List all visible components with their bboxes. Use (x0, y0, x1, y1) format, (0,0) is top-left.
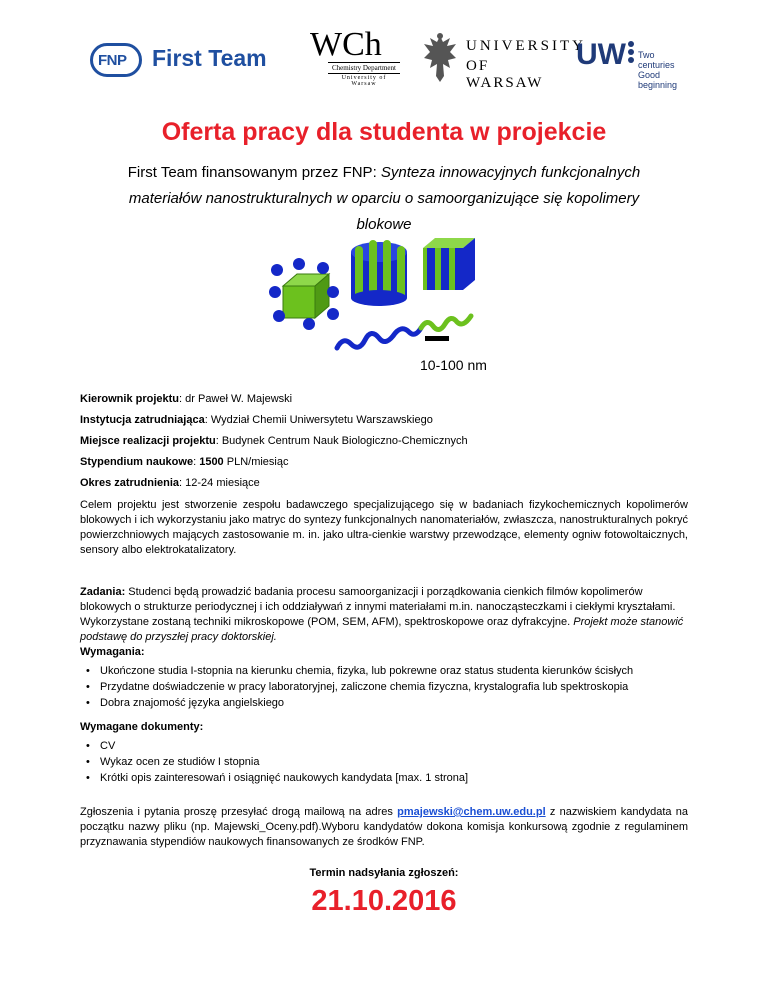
requirements-list (80, 663, 690, 711)
tasks-italic: Projekt może stanowić podstawę do przyszłej pracy doktorskiej. (80, 616, 684, 643)
cube-with-nanoparticles (269, 258, 339, 330)
documents-section (80, 720, 690, 786)
info-label-institution: Instytucja zatrudniająca (80, 414, 205, 426)
info-value-period: : 12-24 miesiące (179, 477, 260, 489)
uw-tagline (638, 50, 690, 90)
cylinder-array (351, 240, 407, 306)
info-label-location: Miejsce realizacji projektu (80, 435, 216, 447)
wch-univ-text: University of Warsaw (341, 75, 387, 87)
uw-short-logo (576, 28, 690, 90)
copolymer-chain-green (421, 316, 471, 330)
tasks-section (80, 585, 690, 711)
info-value-stipend-unit: PLN/miesiąc (223, 456, 289, 468)
scale-bar (425, 336, 449, 341)
copolymer-chain-blue (337, 328, 421, 348)
email-link[interactable]: pmajewski@chem.uw.edu.pl (397, 806, 546, 818)
info-label-stipend: Stypendium naukowe (80, 456, 194, 468)
fnp-badge-text: FNP (98, 52, 127, 69)
project-info (80, 389, 690, 494)
deadline-date: 21.10.2016 (311, 885, 457, 917)
info-row-manager (80, 389, 690, 410)
subtitle (100, 160, 668, 238)
fnp-logo (80, 28, 290, 90)
scale-label: 10-100 nm (420, 357, 487, 373)
documents-list (80, 738, 690, 786)
document-item: • CV (100, 738, 690, 754)
university-of-warsaw-logo (420, 28, 586, 91)
fnp-first-team-text: First Team (152, 45, 267, 71)
uw-dots-icon (626, 40, 636, 70)
application-text-after: z nazwiskiem kandydata na początku nazwy pliku (np. Majewski_Oceny.pdf).Wyboru kandydatów dokona komisja konkursową zgodnie z regulaminem przyznawania stypendiów naukowych finansowanych ze środków FNP. (80, 806, 689, 848)
fnp-badge (90, 43, 142, 77)
deadline-label: Termin nadsyłania zgłoszeń: (309, 867, 459, 879)
info-row-institution (80, 410, 690, 431)
tasks-body: Studenci będą prowadzić badania procesu samoorganizacji i porządkowania cienkich filmów kopolimerów blokowych o strukturze periodycznej i ich oddziaływań z innymi materiałami m.in. nanocząsteczkami i ciekłymi kryształami. Wykorzystane zostaną techniki mikroskopowe (POM, SEM, AFM), spektroskopowe oraz dyfrakcyjne. (80, 586, 676, 628)
wch-logo (298, 28, 410, 90)
info-row-location (80, 431, 690, 452)
uw-tag-line2: Good beginning (638, 70, 678, 90)
logo-bar (80, 28, 690, 90)
subtitle-prefix: First Team finansowanym przez FNP: (127, 164, 381, 181)
tasks-label: Zadania: (80, 586, 126, 598)
info-value-institution: : Wydział Chemii Uniwersytetu Warszawskiego (204, 414, 433, 426)
requirement-item: • Przydatne doświadczenie w pracy laboratoryjnej, zaliczone chemia fizyczna, krystalografia lub spektroskopia (100, 679, 690, 695)
subtitle-project-name: Synteza innowacyjnych funkcjonalnych materiałów nanostrukturalnych w oparciu o samoorganizujące się kopolimery blokowe (128, 164, 641, 233)
wch-dept-text: Chemistry Department (328, 62, 400, 74)
info-row-stipend (80, 452, 690, 473)
document-item: • Krótki opis zainteresowań i osiągnięć naukowych kandydata [max. 1 strona] (100, 770, 690, 786)
requirement-item: • Ukończone studia I-stopnia na kierunku chemia, fizyka, lub pokrewne oraz status studenta kierunków ścisłych (100, 663, 690, 679)
info-value-stipend-amount: 1500 (199, 456, 224, 468)
documents-heading: Wymagane dokumenty: (80, 721, 204, 733)
document-item: • Wykaz ocen ze studiów I stopnia (100, 754, 690, 770)
info-value-location: : Budynek Centrum Nauk Biologiczno-Chemicznych (215, 435, 468, 447)
nanostructure-figure (255, 232, 515, 380)
requirement-item: • Dobra znajomość języka angielskiego (100, 695, 690, 711)
project-description: Celem projektu jest stworzenie zespołu badawczego specjalizującego się w badaniach fizykochemicznych kopolimerów blokowych i ich wykorzystaniu jako matryc do syntezy funkcjonalnych nanomateriałów, zwłaszcza, nanostrukturalnych pokryć powierzchniowych mających zastosowanie m. in. jako ultra-cienkie warstwy przewodzące, elementy ogniw fotowoltaicznych, sensory albo elektrokatalizatory. (80, 499, 688, 556)
info-label-period: Okres zatrudnienia (80, 477, 180, 489)
uw-tag-line1: Two centuries (638, 50, 675, 70)
lamellar-block (423, 238, 475, 290)
uw-line1: UNIVERSITY (466, 38, 586, 54)
application-instructions (80, 805, 688, 850)
info-value-stipend-sep: : (193, 456, 200, 468)
info-value-manager: : dr Paweł W. Majewski (179, 393, 293, 405)
uw-line2: OF WARSAW (466, 58, 544, 91)
eagle-emblem-icon (420, 32, 460, 84)
application-text-before: Zgłoszenia i pytania proszę przesyłać drogą mailową na adres (80, 806, 398, 818)
page-title: Oferta pracy dla studenta w projekcie (161, 118, 607, 146)
uw-short-text: UW (576, 38, 626, 71)
info-label-manager: Kierownik projektu (80, 393, 180, 405)
tasks-text (80, 585, 690, 645)
info-row-period (80, 473, 690, 494)
wch-text: WCh (310, 26, 382, 63)
requirements-heading: Wymagania: (80, 646, 145, 658)
